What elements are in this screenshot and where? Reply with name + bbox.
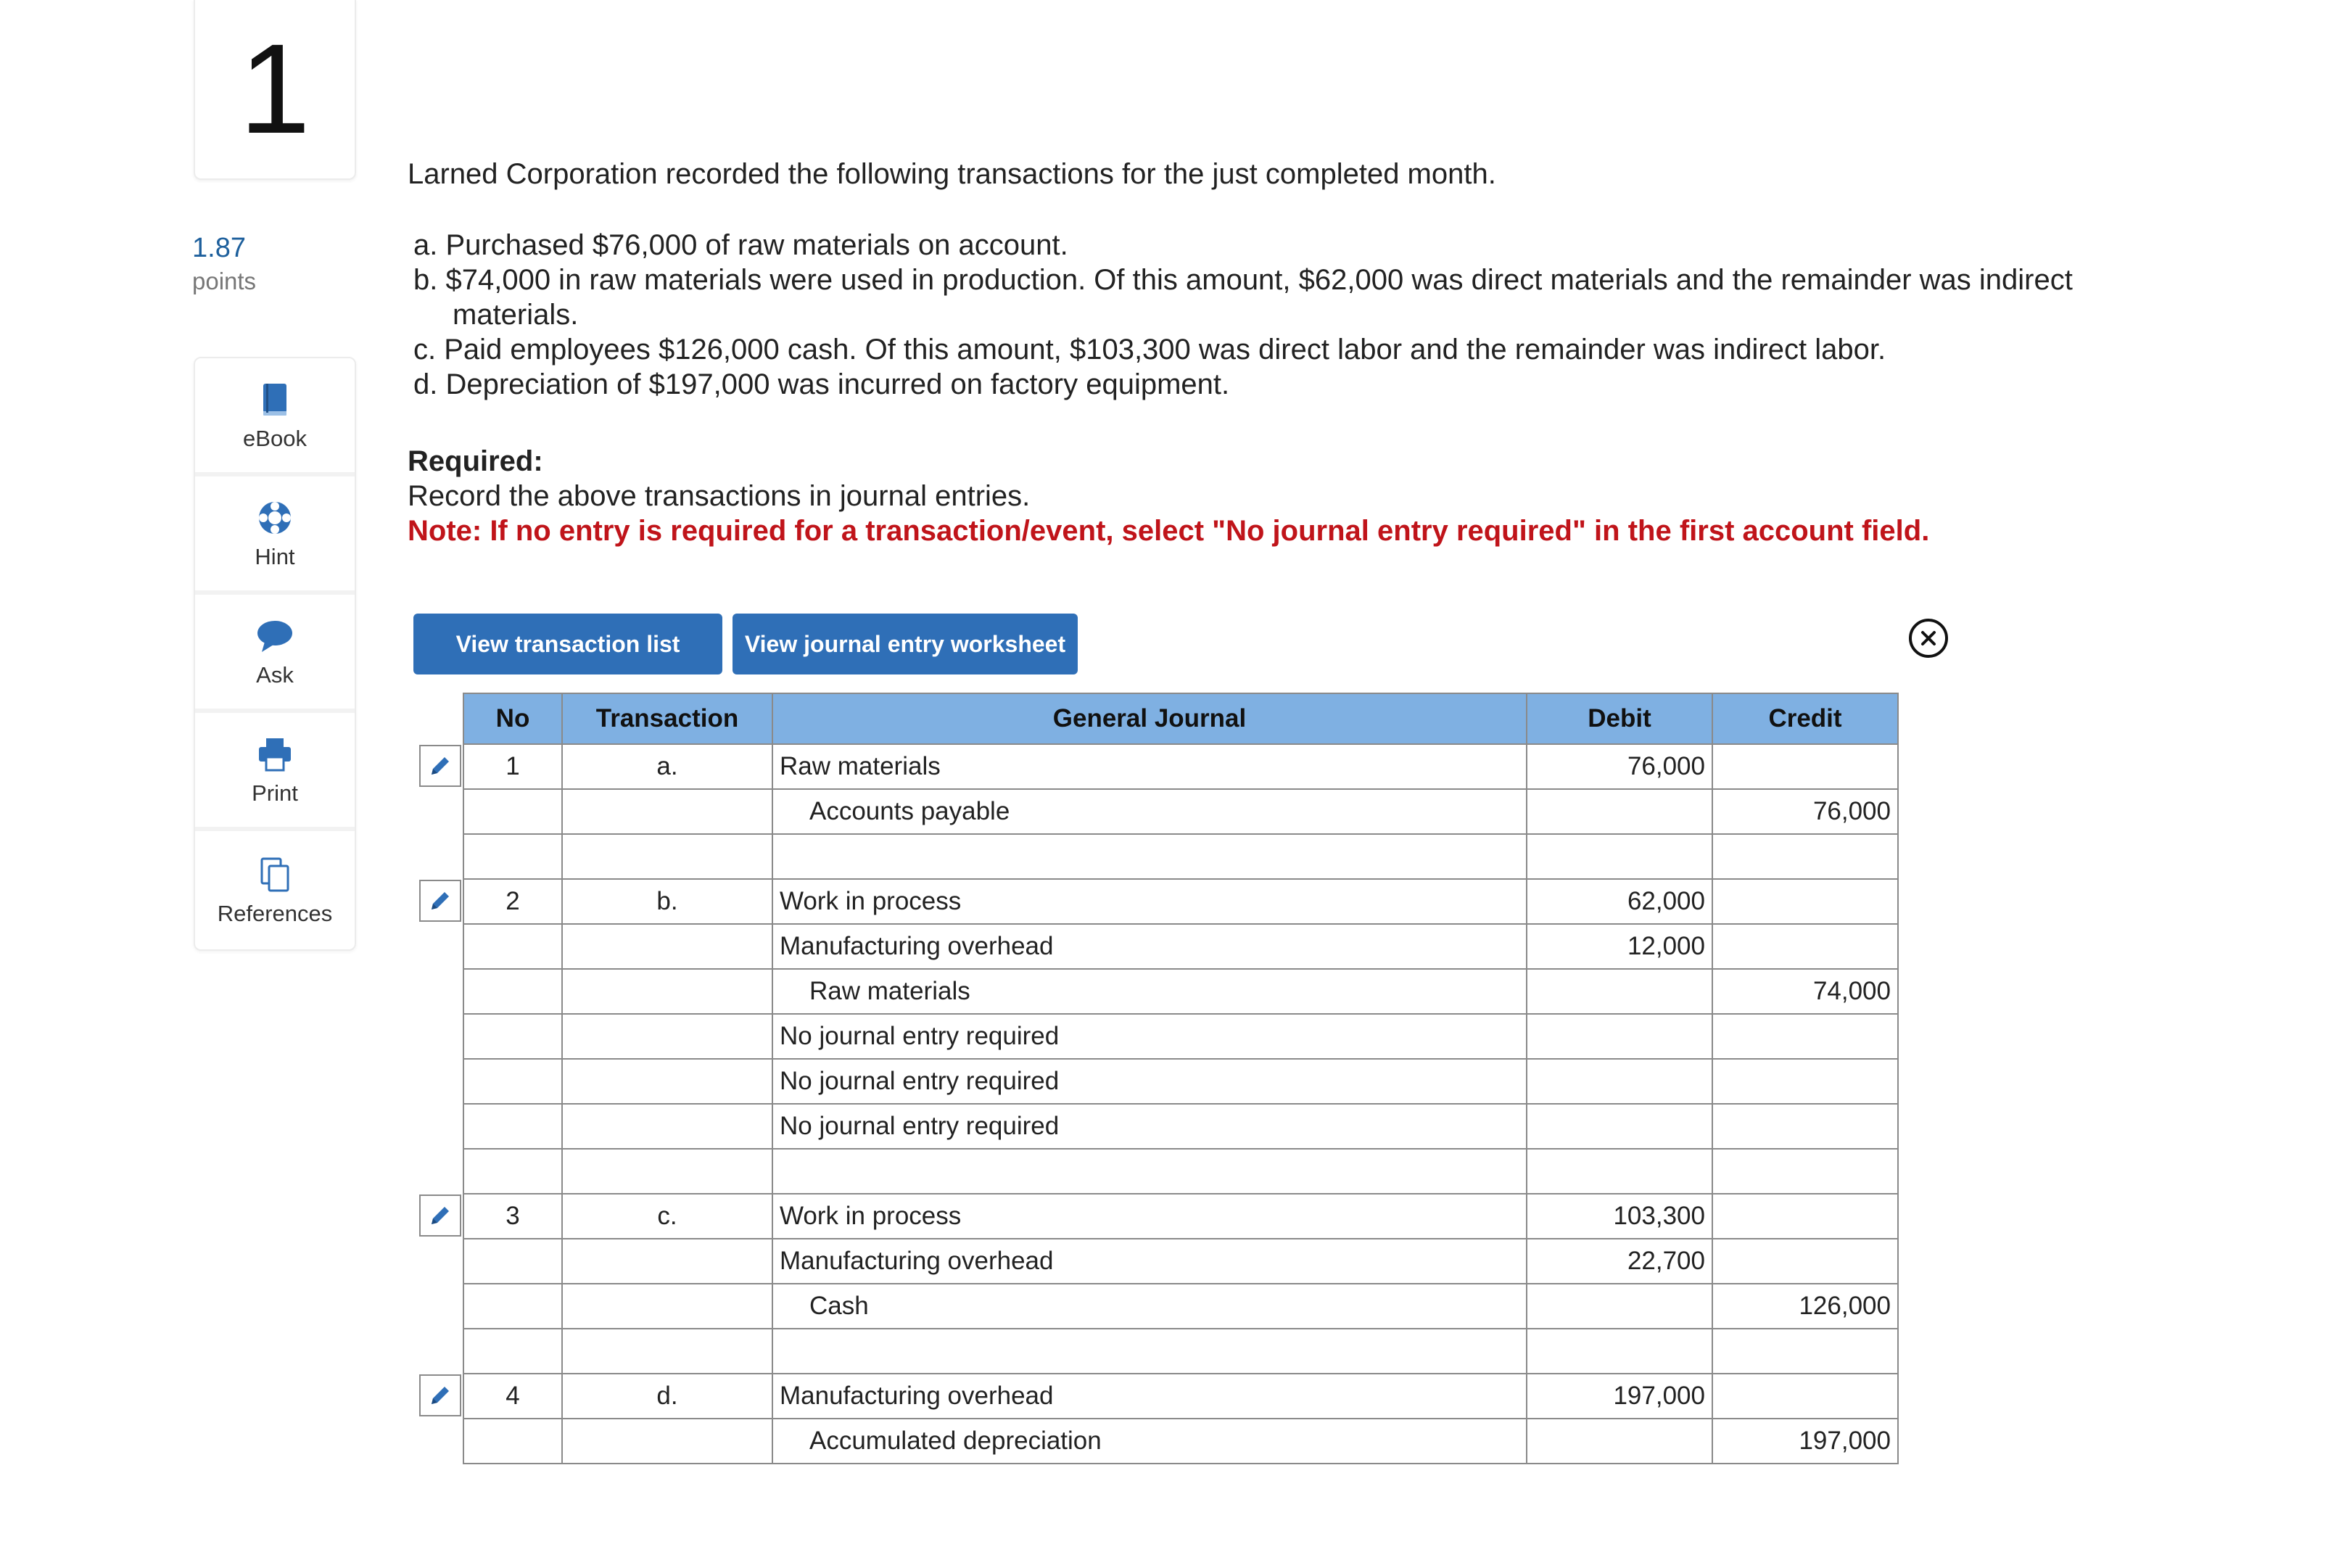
header-credit: Credit bbox=[1712, 693, 1898, 744]
row-credit-cell bbox=[1712, 1329, 1898, 1374]
pencil-icon bbox=[426, 1202, 454, 1229]
row-debit-cell: 76,000 bbox=[1527, 744, 1712, 789]
table-row bbox=[463, 1104, 1898, 1149]
table-row bbox=[463, 1239, 1898, 1284]
required-heading: Required: bbox=[408, 445, 543, 477]
edit-entry-button[interactable] bbox=[419, 880, 461, 922]
ebook-label: eBook bbox=[243, 425, 307, 451]
edit-entry-button[interactable] bbox=[419, 1374, 461, 1416]
row-transaction-cell bbox=[562, 1239, 772, 1284]
row-account-cell: Work in process bbox=[772, 1194, 1527, 1239]
lifebuoy-icon bbox=[255, 498, 295, 538]
row-transaction-cell bbox=[562, 1149, 772, 1194]
table-row bbox=[463, 1374, 1898, 1419]
row-no-cell bbox=[463, 1419, 562, 1464]
row-account-cell: Raw materials bbox=[772, 744, 1527, 789]
ask-button[interactable] bbox=[195, 595, 355, 713]
row-account-cell bbox=[772, 1149, 1527, 1194]
row-no-cell bbox=[463, 789, 562, 834]
journal-table bbox=[463, 693, 1899, 1464]
table-row bbox=[463, 969, 1898, 1014]
row-transaction-cell bbox=[562, 969, 772, 1014]
row-credit-cell bbox=[1712, 924, 1898, 969]
row-account-cell: No journal entry required bbox=[772, 1059, 1527, 1104]
row-credit-cell bbox=[1712, 879, 1898, 924]
references-label: References bbox=[217, 900, 333, 926]
edit-entry-button[interactable] bbox=[419, 1194, 461, 1237]
ebook-button[interactable] bbox=[195, 358, 355, 476]
references-button[interactable] bbox=[195, 831, 355, 949]
table-row bbox=[463, 1059, 1898, 1104]
row-credit-cell bbox=[1712, 1014, 1898, 1059]
row-debit-cell bbox=[1527, 789, 1712, 834]
row-account-cell: Manufacturing overhead bbox=[772, 1374, 1527, 1419]
print-button[interactable] bbox=[195, 713, 355, 831]
row-account-cell: Work in process bbox=[772, 879, 1527, 924]
copy-documents-icon bbox=[255, 854, 295, 895]
row-transaction-cell bbox=[562, 1014, 772, 1059]
row-debit-cell bbox=[1527, 1419, 1712, 1464]
row-account-cell: Accumulated depreciation bbox=[772, 1419, 1527, 1464]
table-row bbox=[463, 1149, 1898, 1194]
row-transaction-cell bbox=[562, 1059, 772, 1104]
transaction-item: b. $74,000 in raw materials were used in production. Of this amount, $62,000 was direct materials and the remainder was indirect materials. bbox=[413, 264, 2073, 331]
row-credit-cell: 76,000 bbox=[1712, 789, 1898, 834]
row-debit-cell: 197,000 bbox=[1527, 1374, 1712, 1419]
row-credit-cell bbox=[1712, 1194, 1898, 1239]
row-account-cell bbox=[772, 834, 1527, 879]
row-debit-cell: 12,000 bbox=[1527, 924, 1712, 969]
row-credit-cell bbox=[1712, 1059, 1898, 1104]
row-no-cell bbox=[463, 1149, 562, 1194]
row-account-cell: No journal entry required bbox=[772, 1014, 1527, 1059]
row-no-cell bbox=[463, 1014, 562, 1059]
print-label: Print bbox=[252, 780, 298, 806]
row-transaction-cell bbox=[562, 1419, 772, 1464]
row-account-cell: Accounts payable bbox=[772, 789, 1527, 834]
row-transaction-cell: a. bbox=[562, 744, 772, 789]
header-general-journal: General Journal bbox=[772, 693, 1527, 744]
row-no-cell bbox=[463, 924, 562, 969]
pencil-icon bbox=[426, 887, 454, 915]
points-label: points bbox=[192, 268, 257, 294]
row-debit-cell bbox=[1527, 1149, 1712, 1194]
row-debit-cell bbox=[1527, 834, 1712, 879]
hint-button[interactable] bbox=[195, 476, 355, 595]
row-no-cell: 2 bbox=[463, 879, 562, 924]
transaction-item: d. Depreciation of $197,000 was incurred on factory equipment. bbox=[413, 368, 1230, 400]
row-credit-cell bbox=[1712, 1149, 1898, 1194]
row-credit-cell: 197,000 bbox=[1712, 1419, 1898, 1464]
row-debit-cell: 103,300 bbox=[1527, 1194, 1712, 1239]
required-text: Record the above transactions in journal entries. bbox=[408, 480, 1031, 512]
row-transaction-cell: d. bbox=[562, 1374, 772, 1419]
row-account-cell bbox=[772, 1329, 1527, 1374]
row-no-cell bbox=[463, 1104, 562, 1149]
row-no-cell bbox=[463, 1059, 562, 1104]
row-credit-cell bbox=[1712, 1374, 1898, 1419]
row-transaction-cell bbox=[562, 1104, 772, 1149]
row-transaction-cell bbox=[562, 789, 772, 834]
row-debit-cell bbox=[1527, 1329, 1712, 1374]
row-account-cell: Manufacturing overhead bbox=[772, 924, 1527, 969]
row-transaction-cell bbox=[562, 1284, 772, 1329]
printer-icon bbox=[255, 734, 295, 775]
points-value: 1.87 bbox=[192, 233, 246, 263]
table-row bbox=[463, 1329, 1898, 1374]
header-no: No bbox=[463, 693, 562, 744]
table-row bbox=[463, 1284, 1898, 1329]
header-debit: Debit bbox=[1527, 693, 1712, 744]
row-transaction-cell: c. bbox=[562, 1194, 772, 1239]
view-journal-entry-worksheet-button[interactable]: View journal entry worksheet bbox=[733, 614, 1078, 674]
table-row bbox=[463, 879, 1898, 924]
pencil-icon bbox=[426, 752, 454, 780]
row-debit-cell bbox=[1527, 1059, 1712, 1104]
table-row bbox=[463, 924, 1898, 969]
table-row bbox=[463, 1014, 1898, 1059]
row-debit-cell: 62,000 bbox=[1527, 879, 1712, 924]
row-credit-cell: 126,000 bbox=[1712, 1284, 1898, 1329]
table-row bbox=[463, 744, 1898, 789]
header-transaction: Transaction bbox=[562, 693, 772, 744]
note-text: Note: If no entry is required for a transaction/event, select "No journal entry required" in the first account field. bbox=[408, 515, 1930, 547]
row-credit-cell: 74,000 bbox=[1712, 969, 1898, 1014]
row-credit-cell bbox=[1712, 834, 1898, 879]
row-transaction-cell bbox=[562, 924, 772, 969]
edit-entry-button[interactable] bbox=[419, 745, 461, 787]
close-icon bbox=[1918, 628, 1939, 648]
ask-label: Ask bbox=[256, 661, 294, 688]
transaction-item: a. Purchased $76,000 of raw materials on account. bbox=[413, 229, 1068, 261]
transaction-list bbox=[413, 228, 2190, 402]
transaction-item: c. Paid employees $126,000 cash. Of this amount, $103,300 was direct labor and the remainder was indirect labor. bbox=[413, 334, 1886, 366]
row-no-cell bbox=[463, 1329, 562, 1374]
row-no-cell bbox=[463, 1239, 562, 1284]
table-row bbox=[463, 834, 1898, 879]
row-no-cell: 1 bbox=[463, 744, 562, 789]
table-row bbox=[463, 1194, 1898, 1239]
question-number: 1 bbox=[194, 0, 356, 180]
row-no-cell bbox=[463, 834, 562, 879]
problem-intro: Larned Corporation recorded the following transactions for the just completed month. bbox=[408, 158, 1496, 190]
book-icon bbox=[255, 379, 295, 420]
row-no-cell: 3 bbox=[463, 1194, 562, 1239]
row-no-cell bbox=[463, 1284, 562, 1329]
row-transaction-cell bbox=[562, 834, 772, 879]
table-row bbox=[463, 1419, 1898, 1464]
table-header-row bbox=[463, 693, 1898, 744]
row-no-cell: 4 bbox=[463, 1374, 562, 1419]
row-transaction-cell: b. bbox=[562, 879, 772, 924]
chat-bubble-icon bbox=[255, 616, 295, 656]
row-account-cell: No journal entry required bbox=[772, 1104, 1527, 1149]
table-row bbox=[463, 789, 1898, 834]
row-transaction-cell bbox=[562, 1329, 772, 1374]
view-transaction-list-button[interactable]: View transaction list bbox=[413, 614, 722, 674]
pencil-icon bbox=[426, 1382, 454, 1409]
row-account-cell: Raw materials bbox=[772, 969, 1527, 1014]
row-debit-cell bbox=[1527, 1014, 1712, 1059]
hint-label: Hint bbox=[255, 543, 295, 569]
row-debit-cell: 22,700 bbox=[1527, 1239, 1712, 1284]
tool-sidebar bbox=[194, 357, 356, 951]
row-credit-cell bbox=[1712, 1239, 1898, 1284]
row-debit-cell bbox=[1527, 969, 1712, 1014]
row-credit-cell bbox=[1712, 1104, 1898, 1149]
row-credit-cell bbox=[1712, 744, 1898, 789]
row-debit-cell bbox=[1527, 1104, 1712, 1149]
row-account-cell: Manufacturing overhead bbox=[772, 1239, 1527, 1284]
close-button[interactable] bbox=[1909, 619, 1948, 658]
row-debit-cell bbox=[1527, 1284, 1712, 1329]
points-info bbox=[192, 231, 256, 297]
row-no-cell bbox=[463, 969, 562, 1014]
row-account-cell: Cash bbox=[772, 1284, 1527, 1329]
